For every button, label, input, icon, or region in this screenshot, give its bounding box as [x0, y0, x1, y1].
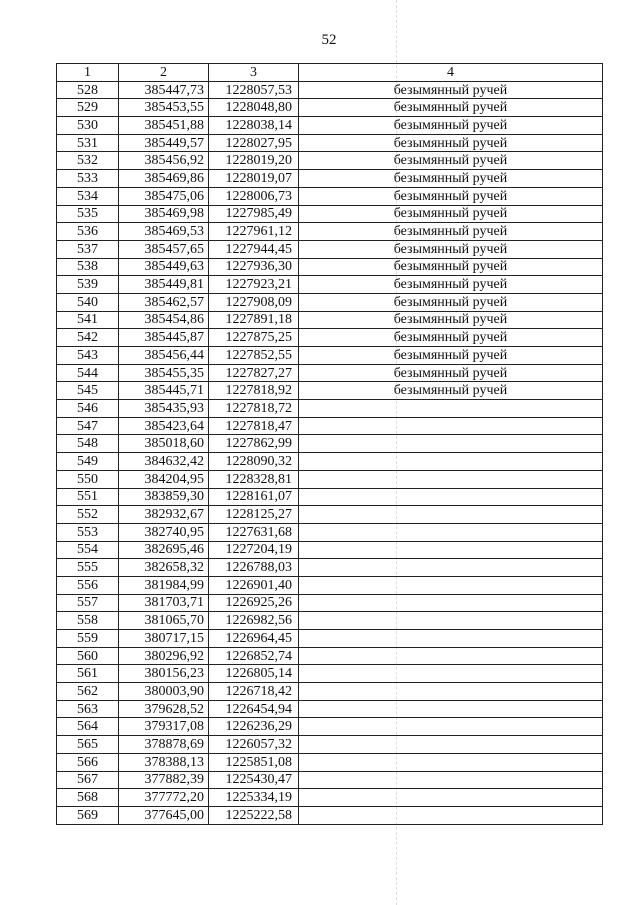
- y-coordinate-cell: 1225334,19: [209, 789, 299, 807]
- description-cell: безымянный ручей: [299, 276, 603, 294]
- y-coordinate-cell: 1228090,32: [209, 453, 299, 471]
- x-coordinate-cell: 385451,88: [119, 117, 209, 135]
- header-col-4: 4: [299, 64, 603, 82]
- table-row: [57, 576, 603, 594]
- point-number-cell: 547: [57, 417, 119, 435]
- point-number-cell: 566: [57, 753, 119, 771]
- y-coordinate-cell: 1227875,25: [209, 329, 299, 347]
- description-cell: [299, 576, 603, 594]
- y-coordinate-cell: 1226805,14: [209, 665, 299, 683]
- point-number-cell: 565: [57, 736, 119, 754]
- table-row: [57, 506, 603, 524]
- table-row: [57, 258, 603, 276]
- x-coordinate-cell: 384632,42: [119, 453, 209, 471]
- description-cell: [299, 683, 603, 701]
- y-coordinate-cell: 1226057,32: [209, 736, 299, 754]
- description-cell: [299, 753, 603, 771]
- description-cell: [299, 736, 603, 754]
- y-coordinate-cell: 1225851,08: [209, 753, 299, 771]
- description-cell: безымянный ручей: [299, 134, 603, 152]
- point-number-cell: 555: [57, 559, 119, 577]
- description-cell: [299, 488, 603, 506]
- table-row: [57, 647, 603, 665]
- table-row: [57, 311, 603, 329]
- x-coordinate-cell: 382658,32: [119, 559, 209, 577]
- y-coordinate-cell: 1226852,74: [209, 647, 299, 665]
- x-coordinate-cell: 379317,08: [119, 718, 209, 736]
- point-number-cell: 549: [57, 453, 119, 471]
- x-coordinate-cell: 378878,69: [119, 736, 209, 754]
- point-number-cell: 538: [57, 258, 119, 276]
- description-cell: [299, 806, 603, 824]
- x-coordinate-cell: 385455,35: [119, 364, 209, 382]
- page-number: 52: [321, 32, 337, 48]
- table-row: [57, 453, 603, 471]
- y-coordinate-cell: 1226925,26: [209, 594, 299, 612]
- point-number-cell: 561: [57, 665, 119, 683]
- coordinates-table-container: [56, 63, 602, 825]
- x-coordinate-cell: 385449,57: [119, 134, 209, 152]
- y-coordinate-cell: 1226788,03: [209, 559, 299, 577]
- table-row: [57, 789, 603, 807]
- description-cell: [299, 559, 603, 577]
- table-row: [57, 347, 603, 365]
- x-coordinate-cell: 385018,60: [119, 435, 209, 453]
- y-coordinate-cell: 1226454,94: [209, 700, 299, 718]
- description-cell: безымянный ручей: [299, 81, 603, 99]
- y-coordinate-cell: 1228019,20: [209, 152, 299, 170]
- table-row: [57, 753, 603, 771]
- table-row: [57, 117, 603, 135]
- table-row: [57, 771, 603, 789]
- x-coordinate-cell: 377882,39: [119, 771, 209, 789]
- description-cell: [299, 417, 603, 435]
- coordinates-table: [56, 63, 603, 825]
- point-number-cell: 563: [57, 700, 119, 718]
- y-coordinate-cell: 1228006,73: [209, 187, 299, 205]
- description-cell: [299, 470, 603, 488]
- x-coordinate-cell: 385445,71: [119, 382, 209, 400]
- point-number-cell: 535: [57, 205, 119, 223]
- description-cell: безымянный ручей: [299, 170, 603, 188]
- point-number-cell: 558: [57, 612, 119, 630]
- point-number-cell: 567: [57, 771, 119, 789]
- point-number-cell: 559: [57, 630, 119, 648]
- description-cell: [299, 453, 603, 471]
- table-body: [57, 81, 603, 824]
- point-number-cell: 545: [57, 382, 119, 400]
- x-coordinate-cell: 378388,13: [119, 753, 209, 771]
- y-coordinate-cell: 1227818,72: [209, 400, 299, 418]
- point-number-cell: 543: [57, 347, 119, 365]
- point-number-cell: 569: [57, 806, 119, 824]
- y-coordinate-cell: 1227862,99: [209, 435, 299, 453]
- y-coordinate-cell: 1228048,80: [209, 99, 299, 117]
- table-row: [57, 665, 603, 683]
- table-row: [57, 293, 603, 311]
- description-cell: безымянный ручей: [299, 311, 603, 329]
- y-coordinate-cell: 1227985,49: [209, 205, 299, 223]
- description-cell: безымянный ручей: [299, 364, 603, 382]
- table-row: [57, 683, 603, 701]
- point-number-cell: 542: [57, 329, 119, 347]
- x-coordinate-cell: 385457,65: [119, 240, 209, 258]
- x-coordinate-cell: 385456,92: [119, 152, 209, 170]
- point-number-cell: 529: [57, 99, 119, 117]
- y-coordinate-cell: 1228125,27: [209, 506, 299, 524]
- point-number-cell: 540: [57, 293, 119, 311]
- description-cell: безымянный ручей: [299, 117, 603, 135]
- point-number-cell: 541: [57, 311, 119, 329]
- x-coordinate-cell: 377645,00: [119, 806, 209, 824]
- table-row: [57, 152, 603, 170]
- table-header-row: [57, 64, 603, 82]
- x-coordinate-cell: 381065,70: [119, 612, 209, 630]
- table-row: [57, 718, 603, 736]
- x-coordinate-cell: 385469,86: [119, 170, 209, 188]
- table-row: [57, 240, 603, 258]
- y-coordinate-cell: 1227891,18: [209, 311, 299, 329]
- description-cell: [299, 523, 603, 541]
- y-coordinate-cell: 1228027,95: [209, 134, 299, 152]
- point-number-cell: 550: [57, 470, 119, 488]
- y-coordinate-cell: 1226236,29: [209, 718, 299, 736]
- description-cell: [299, 700, 603, 718]
- x-coordinate-cell: 385454,86: [119, 311, 209, 329]
- x-coordinate-cell: 385447,73: [119, 81, 209, 99]
- y-coordinate-cell: 1226982,56: [209, 612, 299, 630]
- table-row: [57, 806, 603, 824]
- y-coordinate-cell: 1228161,07: [209, 488, 299, 506]
- table-row: [57, 276, 603, 294]
- table-row: [57, 630, 603, 648]
- table-row: [57, 700, 603, 718]
- y-coordinate-cell: 1225430,47: [209, 771, 299, 789]
- point-number-cell: 564: [57, 718, 119, 736]
- point-number-cell: 568: [57, 789, 119, 807]
- point-number-cell: 557: [57, 594, 119, 612]
- description-cell: безымянный ручей: [299, 382, 603, 400]
- description-cell: [299, 541, 603, 559]
- x-coordinate-cell: 385462,57: [119, 293, 209, 311]
- point-number-cell: 536: [57, 223, 119, 241]
- table-row: [57, 81, 603, 99]
- y-coordinate-cell: 1227923,21: [209, 276, 299, 294]
- description-cell: безымянный ручей: [299, 347, 603, 365]
- table-row: [57, 329, 603, 347]
- description-cell: [299, 506, 603, 524]
- y-coordinate-cell: 1228038,14: [209, 117, 299, 135]
- table-row: [57, 417, 603, 435]
- x-coordinate-cell: 379628,52: [119, 700, 209, 718]
- y-coordinate-cell: 1227852,55: [209, 347, 299, 365]
- point-number-cell: 539: [57, 276, 119, 294]
- table-row: [57, 594, 603, 612]
- point-number-cell: 533: [57, 170, 119, 188]
- header-col-3: 3: [209, 64, 299, 82]
- x-coordinate-cell: 385449,81: [119, 276, 209, 294]
- description-cell: [299, 789, 603, 807]
- x-coordinate-cell: 382695,46: [119, 541, 209, 559]
- table-row: [57, 170, 603, 188]
- y-coordinate-cell: 1226964,45: [209, 630, 299, 648]
- point-number-cell: 552: [57, 506, 119, 524]
- description-cell: безымянный ручей: [299, 205, 603, 223]
- description-cell: безымянный ручей: [299, 152, 603, 170]
- table-row: [57, 470, 603, 488]
- point-number-cell: 531: [57, 134, 119, 152]
- y-coordinate-cell: 1227204,19: [209, 541, 299, 559]
- x-coordinate-cell: 385453,55: [119, 99, 209, 117]
- description-cell: [299, 630, 603, 648]
- point-number-cell: 556: [57, 576, 119, 594]
- description-cell: [299, 718, 603, 736]
- table-row: [57, 187, 603, 205]
- header-col-2: 2: [119, 64, 209, 82]
- y-coordinate-cell: 1227631,68: [209, 523, 299, 541]
- x-coordinate-cell: 382740,95: [119, 523, 209, 541]
- point-number-cell: 562: [57, 683, 119, 701]
- point-number-cell: 548: [57, 435, 119, 453]
- x-coordinate-cell: 384204,95: [119, 470, 209, 488]
- x-coordinate-cell: 385445,87: [119, 329, 209, 347]
- y-coordinate-cell: 1226718,42: [209, 683, 299, 701]
- point-number-cell: 534: [57, 187, 119, 205]
- x-coordinate-cell: 385469,53: [119, 223, 209, 241]
- y-coordinate-cell: 1227908,09: [209, 293, 299, 311]
- description-cell: безымянный ручей: [299, 223, 603, 241]
- description-cell: безымянный ручей: [299, 293, 603, 311]
- x-coordinate-cell: 385456,44: [119, 347, 209, 365]
- table-row: [57, 400, 603, 418]
- x-coordinate-cell: 385423,64: [119, 417, 209, 435]
- description-cell: [299, 594, 603, 612]
- description-cell: безымянный ручей: [299, 240, 603, 258]
- description-cell: безымянный ручей: [299, 258, 603, 276]
- description-cell: [299, 665, 603, 683]
- y-coordinate-cell: 1228019,07: [209, 170, 299, 188]
- table-row: [57, 435, 603, 453]
- description-cell: безымянный ручей: [299, 99, 603, 117]
- description-cell: [299, 435, 603, 453]
- y-coordinate-cell: 1228057,53: [209, 81, 299, 99]
- description-cell: [299, 647, 603, 665]
- y-coordinate-cell: 1227936,30: [209, 258, 299, 276]
- x-coordinate-cell: 381984,99: [119, 576, 209, 594]
- y-coordinate-cell: 1228328,81: [209, 470, 299, 488]
- y-coordinate-cell: 1227961,12: [209, 223, 299, 241]
- point-number-cell: 554: [57, 541, 119, 559]
- table-row: [57, 541, 603, 559]
- y-coordinate-cell: 1227944,45: [209, 240, 299, 258]
- table-row: [57, 223, 603, 241]
- point-number-cell: 546: [57, 400, 119, 418]
- table-row: [57, 364, 603, 382]
- x-coordinate-cell: 385475,06: [119, 187, 209, 205]
- description-cell: [299, 612, 603, 630]
- header-col-1: 1: [57, 64, 119, 82]
- y-coordinate-cell: 1227818,92: [209, 382, 299, 400]
- x-coordinate-cell: 380003,90: [119, 683, 209, 701]
- x-coordinate-cell: 382932,67: [119, 506, 209, 524]
- x-coordinate-cell: 383859,30: [119, 488, 209, 506]
- table-row: [57, 559, 603, 577]
- table-row: [57, 736, 603, 754]
- x-coordinate-cell: 385469,98: [119, 205, 209, 223]
- table-row: [57, 205, 603, 223]
- point-number-cell: 528: [57, 81, 119, 99]
- point-number-cell: 532: [57, 152, 119, 170]
- point-number-cell: 537: [57, 240, 119, 258]
- point-number-cell: 530: [57, 117, 119, 135]
- point-number-cell: 551: [57, 488, 119, 506]
- x-coordinate-cell: 380156,23: [119, 665, 209, 683]
- x-coordinate-cell: 377772,20: [119, 789, 209, 807]
- y-coordinate-cell: 1225222,58: [209, 806, 299, 824]
- description-cell: безымянный ручей: [299, 187, 603, 205]
- y-coordinate-cell: 1227818,47: [209, 417, 299, 435]
- point-number-cell: 560: [57, 647, 119, 665]
- table-row: [57, 523, 603, 541]
- x-coordinate-cell: 381703,71: [119, 594, 209, 612]
- description-cell: [299, 400, 603, 418]
- table-row: [57, 134, 603, 152]
- x-coordinate-cell: 380296,92: [119, 647, 209, 665]
- point-number-cell: 544: [57, 364, 119, 382]
- y-coordinate-cell: 1227827,27: [209, 364, 299, 382]
- description-cell: безымянный ручей: [299, 329, 603, 347]
- table-row: [57, 382, 603, 400]
- x-coordinate-cell: 385435,93: [119, 400, 209, 418]
- table-row: [57, 612, 603, 630]
- x-coordinate-cell: 385449,63: [119, 258, 209, 276]
- table-row: [57, 488, 603, 506]
- x-coordinate-cell: 380717,15: [119, 630, 209, 648]
- point-number-cell: 553: [57, 523, 119, 541]
- y-coordinate-cell: 1226901,40: [209, 576, 299, 594]
- table-row: [57, 99, 603, 117]
- description-cell: [299, 771, 603, 789]
